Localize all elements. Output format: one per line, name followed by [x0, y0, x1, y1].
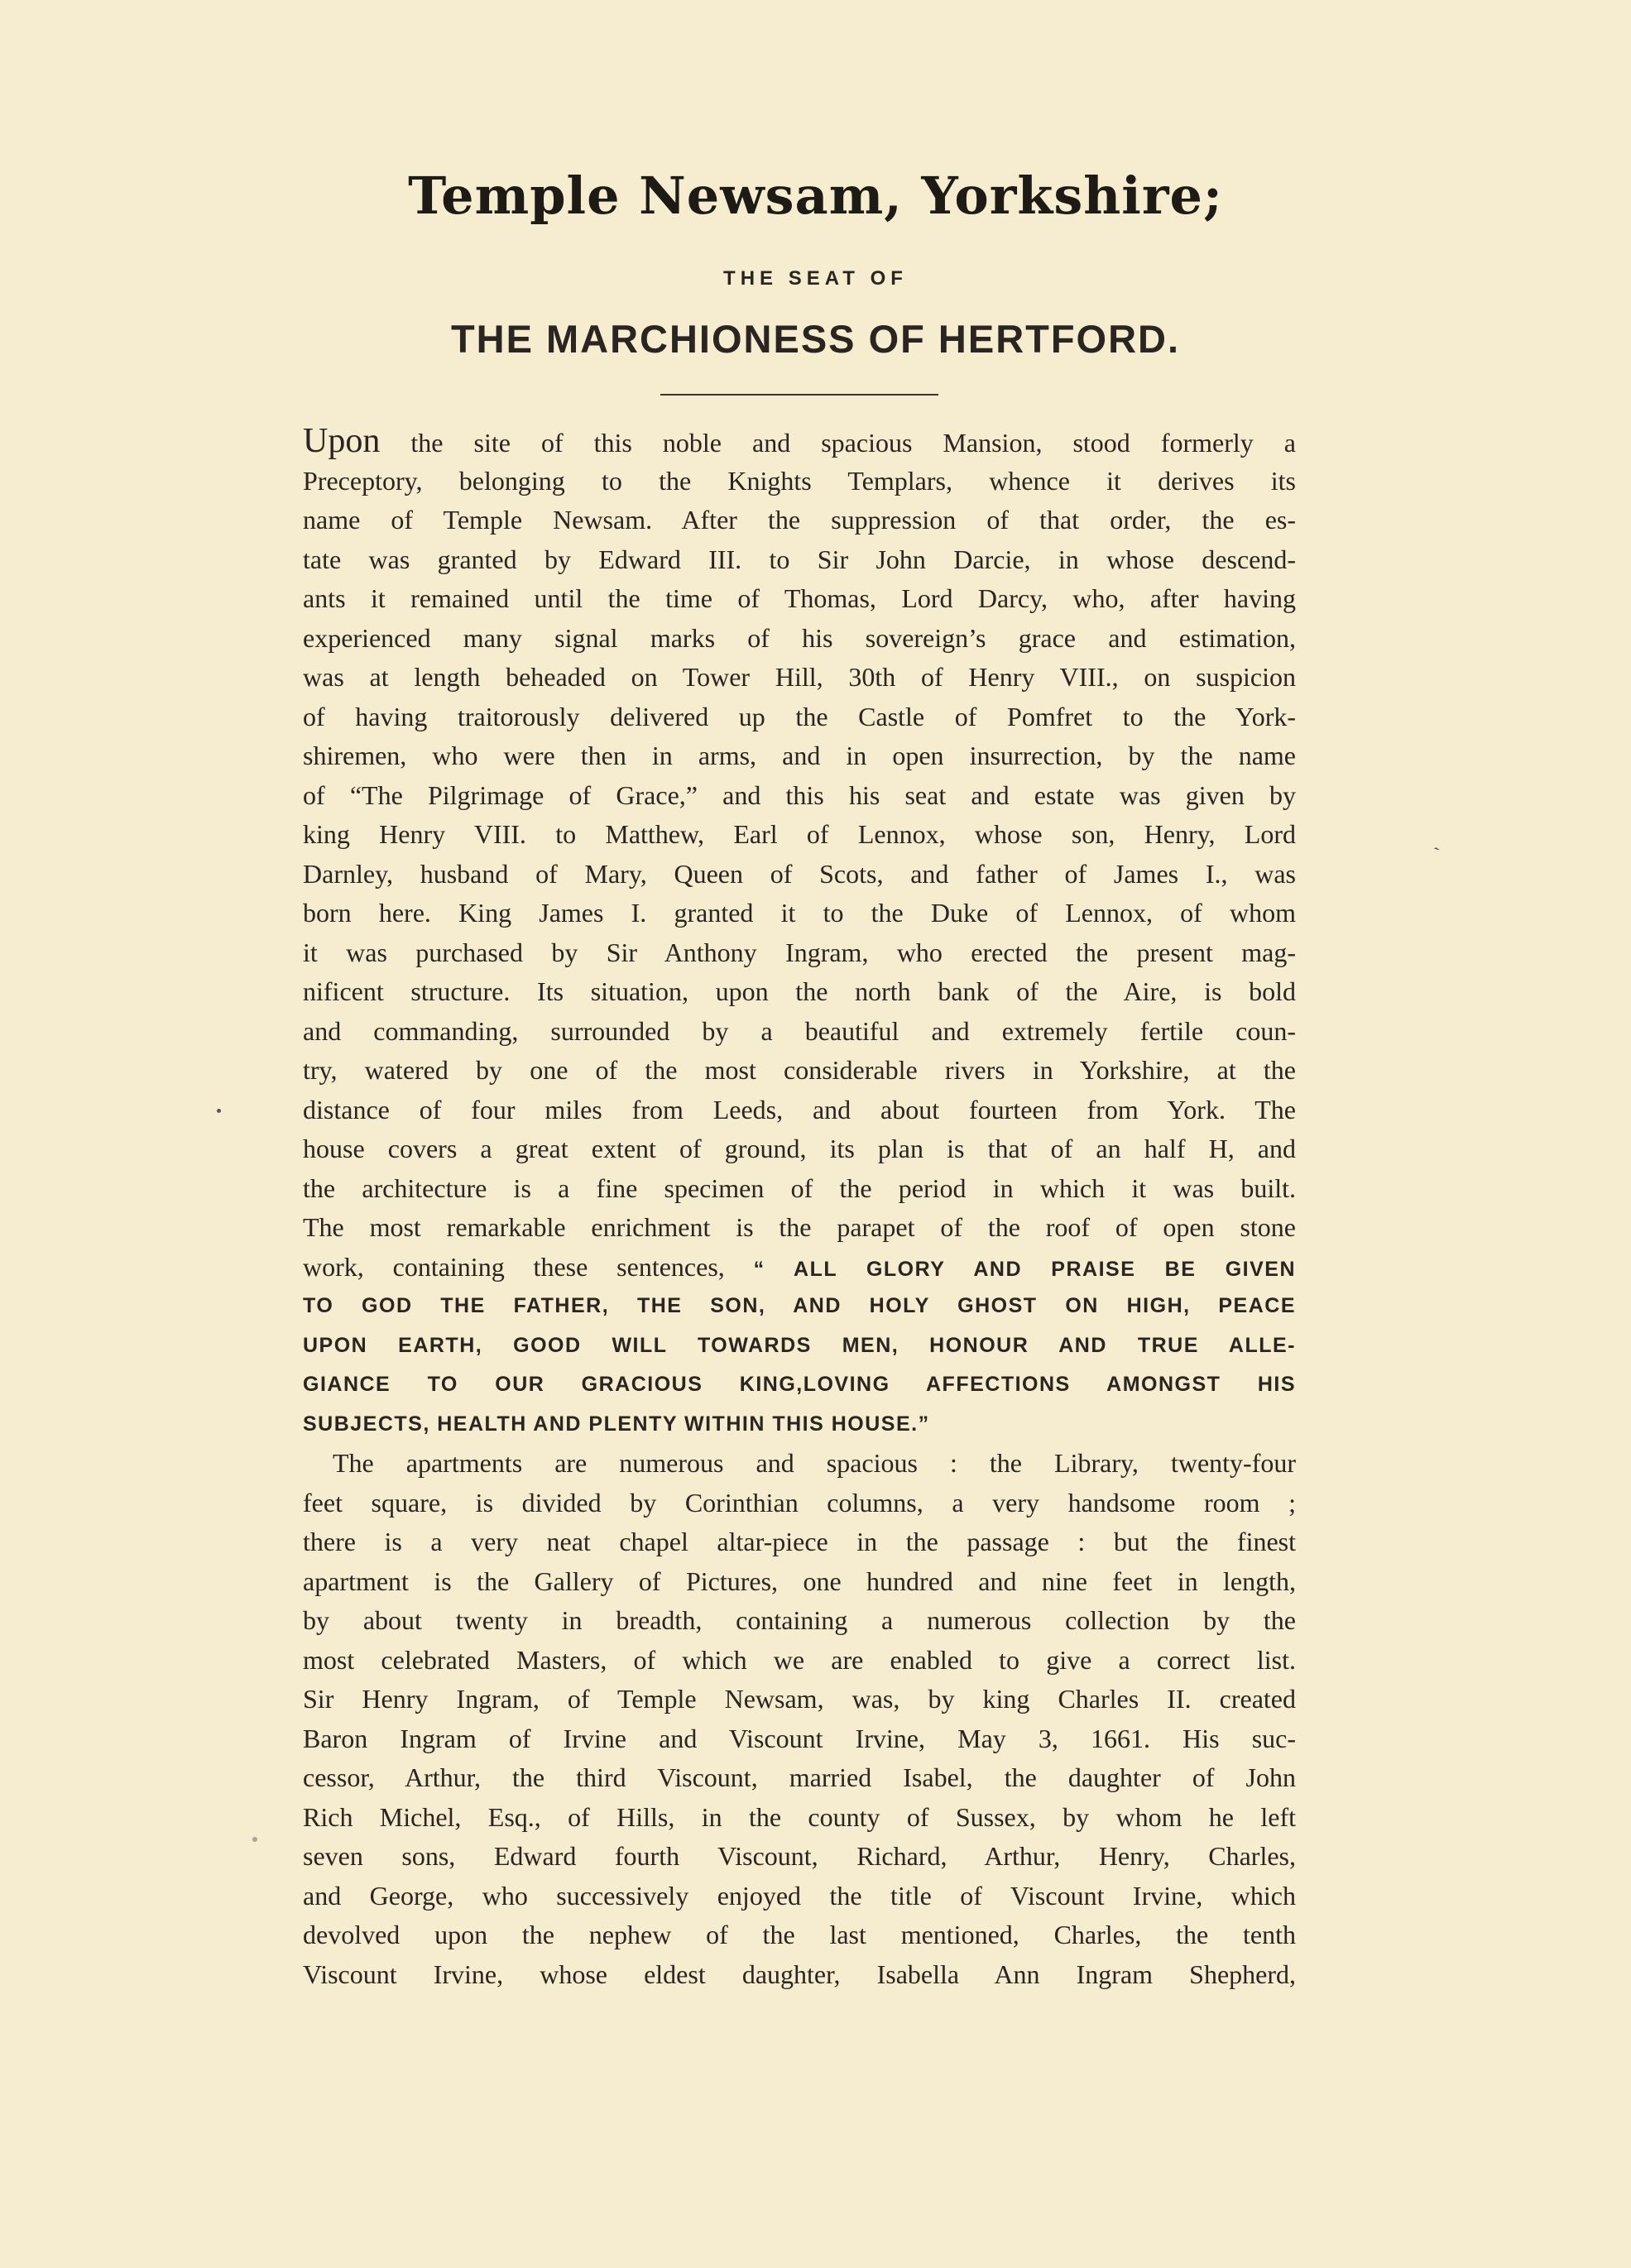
text-line: born here. King James I. granted it to the Duke of Lennox, of whom — [303, 898, 1296, 928]
margin-tick-mark: ˏ — [1426, 827, 1442, 852]
text-line-content: the site of this noble and spacious Mansion, stood formerly a — [410, 428, 1297, 458]
page-title: Temple Newsam, Yorkshire; — [408, 165, 1223, 226]
inscription-line: TO GOD THE FATHER, THE SON, AND HOLY GHOST ON HIGH, PEACE — [303, 1294, 1296, 1317]
text-line: and George, who successively enjoyed the title of Viscount Irvine, which — [303, 1880, 1296, 1911]
text-line: Rich Michel, Esq., of Hills, in the county of Sussex, by whom he left — [303, 1801, 1296, 1832]
text-line: seven sons, Edward fourth Viscount, Richard, Arthur, Henry, Charles, — [303, 1841, 1296, 1871]
text-line: it was purchased by Sir Anthony Ingram, who erected the present mag- — [303, 937, 1296, 967]
text-line: tate was granted by Edward III. to Sir John Darcie, in whose descend- — [303, 544, 1296, 574]
owner-heading: THE MARCHIONESS OF HERTFORD. — [450, 317, 1181, 361]
text-line: The apartments are numerous and spacious : the Library, twenty-four — [333, 1448, 1296, 1478]
divider-rule — [660, 394, 938, 396]
text-line: there is a very neat chapel altar-piece in the passage : but the finest — [303, 1527, 1296, 1556]
margin-dot-mark — [217, 1109, 221, 1113]
inscription-line: UPON EARTH, GOOD WILL TOWARDS MEN, HONOUR AND TRUE ALLE- — [303, 1333, 1296, 1357]
text-line: experienced many signal marks of his sovereign’s grace and estimation, — [303, 622, 1296, 653]
text-line: devolved upon the nephew of the last mentioned, Charles, the tenth — [303, 1920, 1296, 1949]
text-line: cessor, Arthur, the third Viscount, married Isabel, the daughter of John — [303, 1762, 1296, 1792]
text-line: shiremen, who were then in arms, and in open insurrection, by the name — [303, 741, 1296, 770]
text-line: The most remarkable enrichment is the parapet of the roof of open stone — [303, 1212, 1296, 1242]
text-line: nificent structure. Its situation, upon the north bank of the Aire, is bold — [303, 976, 1296, 1006]
inscription-line: “ ALL GLORY AND PRAISE BE GIVEN — [753, 1257, 1297, 1281]
text-line: of “The Pilgrimage of Grace,” and this his seat and estate was given by — [303, 779, 1296, 810]
text-line: most celebrated Masters, of which we are enabled to give a correct list. — [303, 1644, 1296, 1675]
page-subtitle: THE SEAT OF — [723, 267, 908, 290]
inscription-line: GIANCE TO OUR GRACIOUS KING,LOVING AFFECTIONS AMONGST HIS — [303, 1373, 1296, 1396]
text-line: Baron Ingram of Irvine and Viscount Irvine, May 3, 1661. His suc- — [303, 1723, 1296, 1753]
text-line-content: work, containing these sentences, — [303, 1251, 725, 1282]
text-line: house covers a great extent of ground, its plan is that of an half H, and — [303, 1134, 1296, 1163]
text-line: Preceptory, belonging to the Knights Templars, whence it derives its — [303, 465, 1296, 496]
text-line: feet square, is divided by Corinthian columns, a very handsome room ; — [303, 1487, 1296, 1518]
text-line: Darnley, husband of Mary, Queen of Scots, and father of James I., was — [303, 858, 1296, 889]
paper-blemish — [252, 1837, 257, 1842]
body-text — [303, 422, 1296, 1994]
text-line: apartment is the Gallery of Pictures, one hundred and nine feet in length, — [303, 1566, 1296, 1596]
inscription-line: SUBJECTS, HEALTH AND PLENTY WITHIN THIS HOUSE.” — [303, 1412, 930, 1436]
text-line: king Henry VIII. to Matthew, Earl of Lennox, whose son, Henry, Lord — [303, 819, 1296, 849]
text-line — [303, 422, 1296, 462]
text-line: the architecture is a fine specimen of the period in which it was built. — [303, 1172, 1296, 1203]
text-line: and commanding, surrounded by a beautiful and extremely fertile coun- — [303, 1015, 1296, 1046]
text-line — [303, 1248, 1296, 1287]
text-line: was at length beheaded on Tower Hill, 30th of Henry VIII., on suspicion — [303, 662, 1296, 692]
text-line: of having traitorously delivered up the Castle of Pomfret to the York- — [303, 701, 1296, 731]
text-line: Viscount Irvine, whose eldest daughter, Isabella Ann Ingram Shepherd, — [303, 1959, 1296, 1989]
lead-word: Upon — [303, 422, 381, 460]
text-line: distance of four miles from Leeds, and about fourteen from York. The — [303, 1094, 1296, 1124]
text-line: Sir Henry Ingram, of Temple Newsam, was, by king Charles II. created — [303, 1684, 1296, 1714]
text-line: ants it remained until the time of Thomas, Lord Darcy, who, after having — [303, 583, 1296, 613]
text-line: by about twenty in breadth, containing a numerous collection by the — [303, 1605, 1296, 1635]
text-line: name of Temple Newsam. After the suppression of that order, the es- — [303, 505, 1296, 535]
text-line: try, watered by one of the most considerable rivers in Yorkshire, at the — [303, 1055, 1296, 1085]
